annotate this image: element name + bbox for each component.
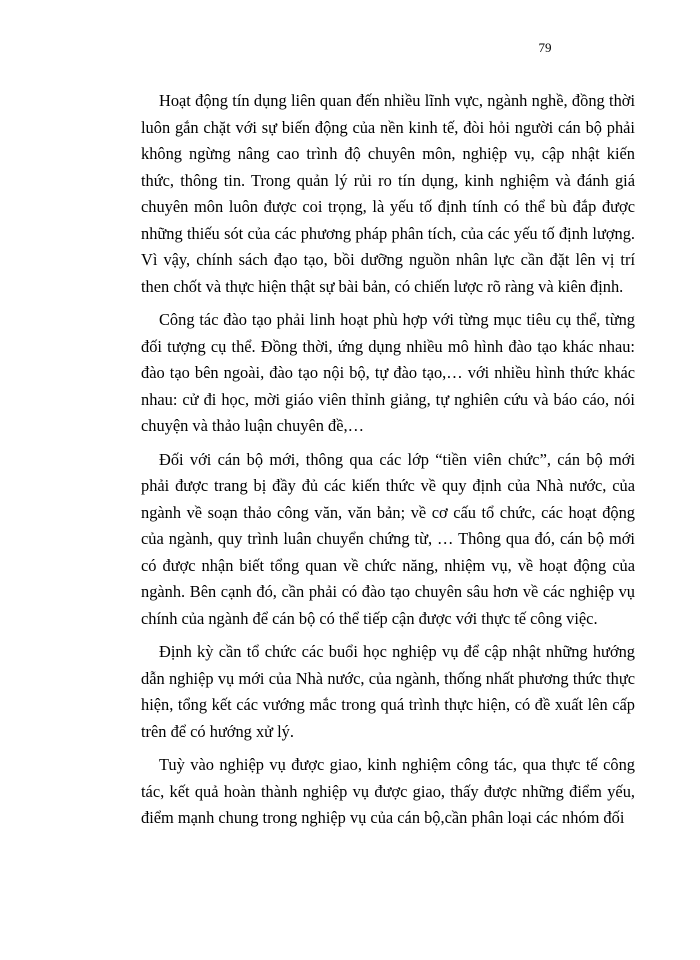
paragraph-4: Định kỳ cần tổ chức các buổi học nghiệp vụ để cập nhật những hướng dẫn nghiệp vụ mới của Nhà nước, của ngành, thống nhất phương thức thực hiện, tổng kết các vướng mắc trong quá trình thực hiện, có đề xuất lên cấp trên để có hướng xử lý. [141, 642, 635, 741]
paragraph-5: Tuỳ vào nghiệp vụ được giao, kinh nghiệm công tác, qua thực tế công tác, kết quả hoàn thành nghiệp vụ được giao, thấy được những điểm yếu, điểm mạnh chung trong nghiệp vụ của cán bộ,cần phân loại các nhóm đối [141, 755, 635, 827]
body-text [141, 88, 635, 839]
paragraph-1: Hoạt động tín dụng liên quan đến nhiều lĩnh vực, ngành nghề, đồng thời luôn gắn chặt với sự biến động của nền kinh tế, đòi hỏi người cán bộ phải không ngừng nâng cao trình độ chuyên môn, nghiệp vụ, cập nhật kiến thức, thông tin. Trong quản lý rủi ro tín dụng, kinh nghiệm và đánh giá chuyên môn luôn được coi trọng, là yếu tố định tính có thể bù đắp được những thiếu sót của các phương pháp phân tích, của các yếu tố định lượng. Vì vậy, chính sách đạo tạo, bồi dưỡng nguồn nhân lực cần đặt lên vị trí then chốt và thực hiện thật sự bài bản, có chiến lược rõ ràng và kiên định. [141, 91, 635, 296]
paragraph-3: Đối với cán bộ mới, thông qua các lớp “tiền viên chức”, cán bộ mới phải được trang bị đầy đủ các kiến thức về quy định của Nhà nước, của ngành về soạn thảo công văn, văn bản; về cơ cấu tổ chức, các hoạt động của ngành, quy trình luân chuyển chứng từ, … Thông qua đó, cán bộ mới có được nhận biết tổng quan về chức năng, nhiệm vụ, về hoạt động của ngành. Bên cạnh đó, cần phải có đào tạo chuyên sâu hơn về các nghiệp vụ chính của ngành để cán bộ có thể tiếp cận được với thực tế công việc. [141, 449, 635, 628]
paragraph-2: Công tác đào tạo phải linh hoạt phù hợp với từng mục tiêu cụ thể, từng đối tượng cụ thể. Đồng thời, ứng dụng nhiều mô hình đào tạo khác nhau: đào tạo bên ngoài, đào tạo nội bộ, tự đào tạo,… với nhiều hình thức khác nhau: cử đi học, mời giáo viên thỉnh giảng, tự nghiên cứu và báo cáo, nói chuyện và thảo luận chuyên đề,… [141, 310, 635, 435]
page-number: 79 [538, 40, 552, 55]
